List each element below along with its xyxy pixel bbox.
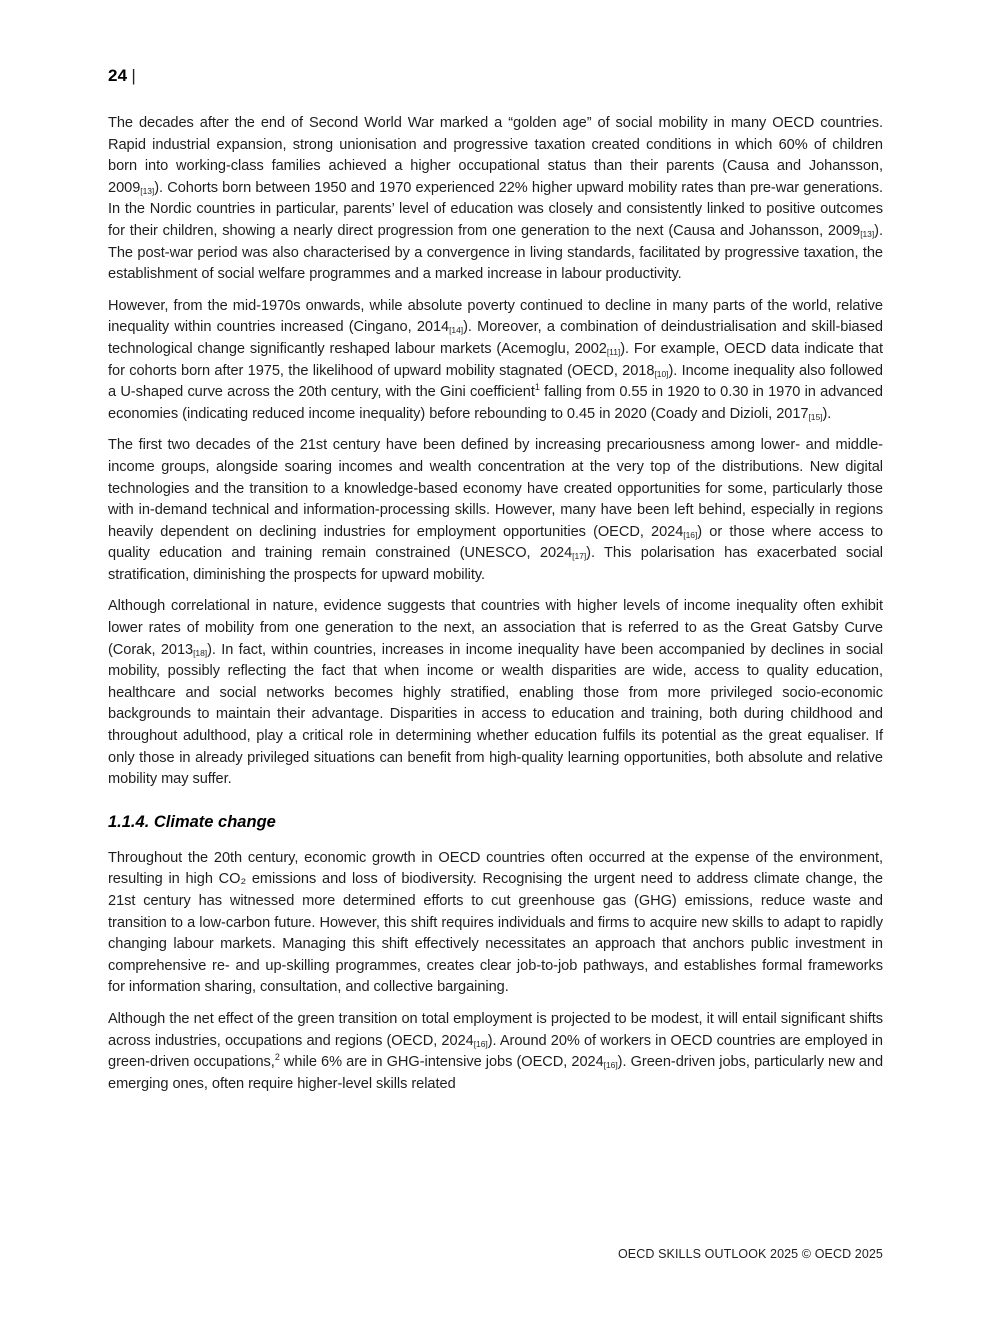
section-heading: 1.1.4. Climate change xyxy=(108,812,276,831)
paragraph: Although the net effect of the green transition on total employment is projected to be modest, it will entail significant shifts across industries, occupations and regions (OECD, 2024[16]). Around 20% of workers in OECD countries are employed in green-driven occupations,$^2$ while 6% are in GHG-intensive jobs (OECD, 2024[16]). Green-driven jobs, particularly new and emerging ones, often require higher-level skills related xyxy=(108,1010,884,1092)
paragraph: The decades after the end of Second World War marked a “golden age” of social mobility in many OECD countries. Rapid industrial expansion, strong unionisation and progressive taxation created conditions in which 60% of children born into working-class families achieved a higher occupational status than their parents (Causa and Johansson, 2009[13]). Cohorts born between 1950 and 1970 experienced 22% higher upward mobility rates than pre-war generations. In the Nordic countries in particular, parents’ level of education was closely and consistently linked to positive outcomes for their children, showing a nearly direct progression from one generation to the next (Causa and Johansson, 2009[13]). The post-war period was also characterised by a convergence in living standards, facilitated by progressive taxation, the establishment of social welfare programmes and a marked increase in labour productivity. xyxy=(108,115,883,283)
page-number: 24 xyxy=(108,66,128,85)
citation-reference[interactable]: [16] xyxy=(603,1060,618,1071)
paragraph: Although correlational in nature, evidence suggests that countries with higher levels of income inequality often exhibit lower rates of mobility from one generation to the next, an association that is referred to as the Great Gatsby Curve (Corak, 2013[18]). In fact, within countries, increases in income inequality have been accompanied by declines in social mobility, possibly reflecting the fact that when income or wealth disparities are wide, access to quality education, healthcare and social networks becomes highly stratified, enabling those from more privileged socio-economic backgrounds to maintain their advantage. Disparities in access to education and training, both during childhood and throughout adulthood, play a critical role in determining whether education fulfils its potential as the great equaliser. If only those in already privileged situations can benefit from high-quality learning opportunities, both absolute and relative mobility may suffer. xyxy=(108,598,884,788)
citation-reference[interactable]: [16] xyxy=(473,1038,488,1049)
page-header xyxy=(108,66,136,86)
citation-reference[interactable]: [11] xyxy=(606,346,621,357)
body-text xyxy=(108,113,883,1105)
citation-reference[interactable]: [10] xyxy=(654,368,669,379)
section-social-mobility xyxy=(108,113,883,791)
footnote-marker[interactable]: 2 xyxy=(274,1052,280,1063)
citation-reference[interactable]: [14] xyxy=(449,325,464,336)
citation-reference[interactable]: [13] xyxy=(140,185,155,196)
paragraph: Throughout the 20th century, economic growth in OECD countries often occurred at the expense of the environment, resulting in high CO₂ emissions and loss of biodiversity. Recognising the urgent need to address climate change, the 21st century has witnessed more determined efforts to cut greenhouse gas (GHG) emissions, reduce waste and transition to a low-carbon future. However, this shift requires individuals and firms to acquire new skills to adapt to rapidly changing labour markets. Managing this shift effectively necessitates an approach that anchors public investment in comprehensive re- and up-skilling programmes, creates clear job-to-job pathways, and establishes formal frameworks for information sharing, consultation, and collective bargaining. xyxy=(108,849,883,996)
paragraph: The first two decades of the 21st century have been defined by increasing precariousness among lower- and middle-income groups, alongside soaring incomes and wealth concentration at the very top of the distributions. New digital technologies and the transition to a knowledge-based economy have created opportunities for some, particularly those with in-demand technical and information-processing skills. However, many have been left behind, especially in regions heavily dependent on declining industries for employment opportunities (OECD, 2024[16]) or those where access to quality education and training remain constrained (UNESCO, 2024[17]). This polarisation has exacerbated social stratification, diminishing the prospects for upward mobility. xyxy=(108,437,883,583)
page-footer: OECD SKILLS OUTLOOK 2025 © OECD 2025 xyxy=(617,1247,883,1261)
section-climate-change xyxy=(108,813,883,1096)
header-separator: | xyxy=(131,66,136,85)
footnote-marker[interactable]: 1 xyxy=(534,382,540,393)
citation-reference[interactable]: [16] xyxy=(683,529,698,540)
paragraph: However, from the mid-1970s onwards, while absolute poverty continued to decline in many parts of the world, relative inequality within countries increased (Cingano, 2014[14]). Moreover, a combination of deindustrialisation and skill-biased technological change significantly reshaped labour markets (Acemoglu, 2002[11]). For example, OECD data indicate that for cohorts born after 1975, the likelihood of upward mobility stagnated (OECD, 2018[10]). Income inequality also followed a U-shaped curve across the 20th century, with the Gini coefficient$^1$ falling from 0.55 in 1920 to 0.30 in 1970 in advanced economies (indicating reduced income inequality) before rebounding to 0.45 in 2020 (Coady and Dizioli, 2017[15]). xyxy=(108,297,884,422)
citation-reference[interactable]: [18] xyxy=(193,647,208,658)
citation-reference[interactable]: [17] xyxy=(572,551,587,562)
citation-reference[interactable]: [13] xyxy=(860,228,875,239)
citation-reference[interactable]: [15] xyxy=(808,411,823,422)
